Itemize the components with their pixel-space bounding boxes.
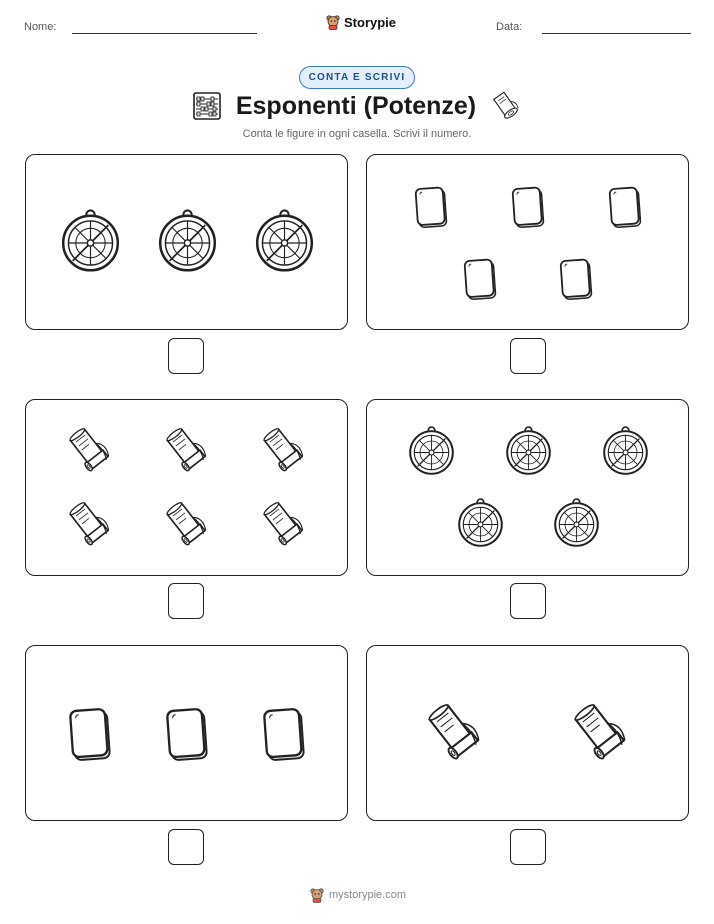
scroll-figure [260,498,306,546]
tile-figure [512,187,543,227]
scroll-figure [260,424,306,472]
date-label: Data: [496,21,523,33]
answer-box-3[interactable] [168,583,204,619]
footer [310,887,406,903]
count-card-6 [366,645,689,821]
activity-badge: CONTA E SCRIVI [299,66,416,89]
tile-figure [264,709,304,761]
scroll-figure [570,699,629,761]
count-card-3 [25,399,348,576]
scroll-figure [424,699,483,761]
scroll-figure [163,498,209,546]
tile-figure [464,259,495,299]
compass-figure [555,499,598,546]
answer-box-6[interactable] [510,829,546,865]
answer-box-4[interactable] [510,583,546,619]
title-row [0,90,714,122]
abacus-icon [192,91,222,121]
card-figures [367,400,690,577]
compass-figure [459,499,502,546]
answer-box-1[interactable] [168,338,204,374]
name-label: Nome: [24,21,57,33]
tile-figure [167,709,207,761]
brand-logo [326,14,396,30]
card-figures [26,400,349,577]
tile-figure [609,187,640,227]
bear-mascot-icon [326,14,340,30]
compass-figure [63,210,118,270]
footer-url: mystorypie.com [329,889,407,901]
scroll-figure [66,424,112,472]
scroll-figure [66,498,112,546]
brand-name: Storypie [344,14,397,30]
tile-figure [415,187,446,227]
tile-figure [560,259,591,299]
bear-mascot-icon [310,887,324,903]
count-card-1 [25,154,348,330]
instructions: Conta le figure in ogni casella. Scrivi il numero. [242,128,472,140]
date-line[interactable] [542,33,691,34]
compass-figure [507,427,550,474]
card-figures [367,646,690,822]
compass-figure [604,427,647,474]
card-figures [26,646,349,822]
card-figures [26,155,349,331]
card-figures [367,155,690,331]
tile-figure [70,709,110,761]
compass-figure [160,210,215,270]
count-card-2 [366,154,689,330]
count-card-5 [25,645,348,821]
page-title: Esponenti (Potenze) [235,91,477,120]
answer-box-5[interactable] [168,829,204,865]
answer-box-2[interactable] [510,338,546,374]
name-line[interactable] [72,33,257,34]
compass-figure [410,427,453,474]
compass-figure [257,210,312,270]
scroll-icon [490,90,522,122]
count-card-4 [366,399,689,576]
scroll-figure [163,424,209,472]
